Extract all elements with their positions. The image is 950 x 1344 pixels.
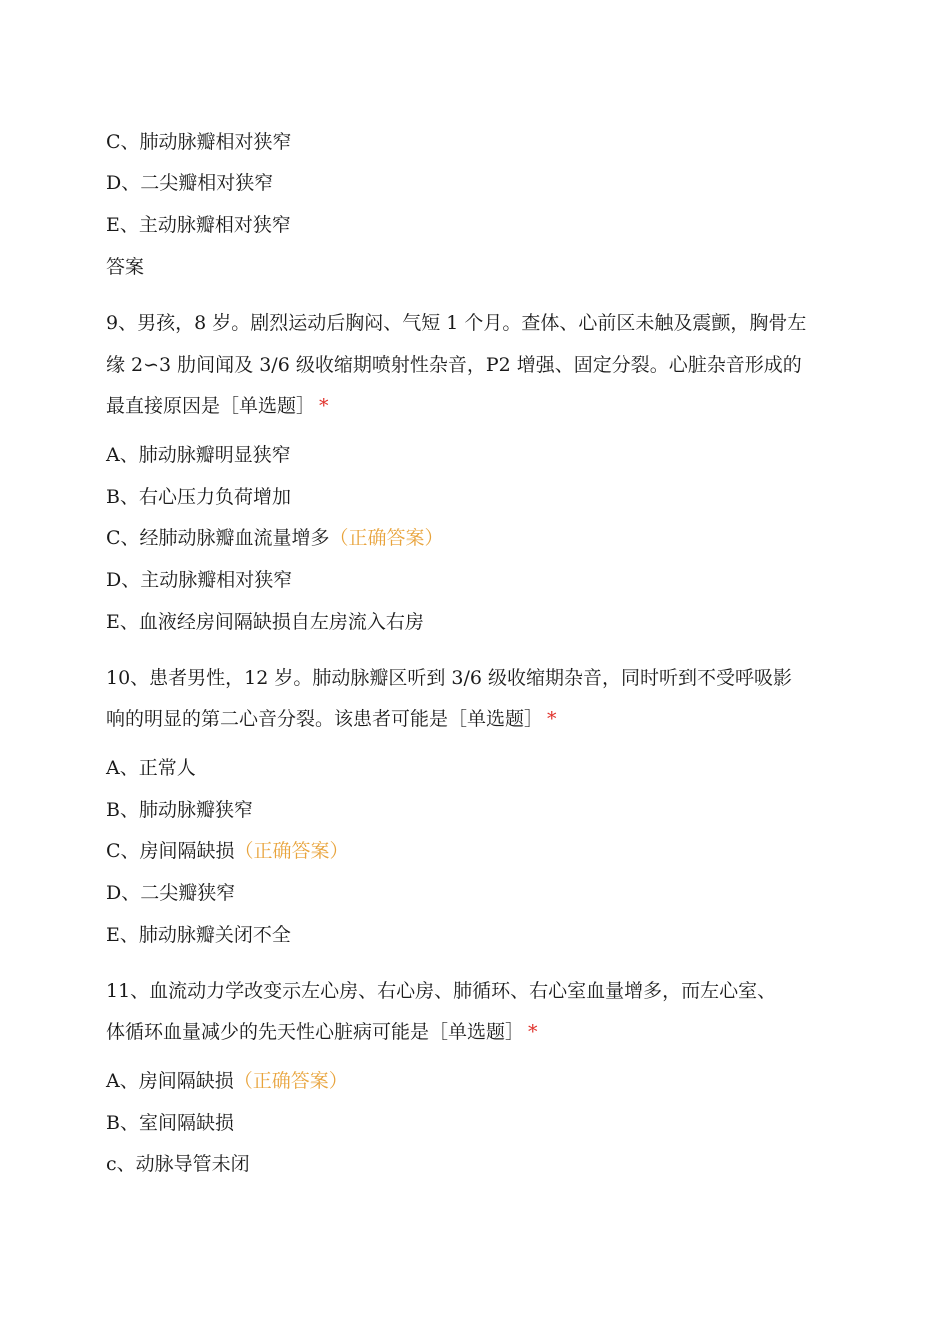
question-9-option-e: E、血液经房间隔缺损自左房流入右房	[106, 611, 424, 633]
question-10-option-d: D、二尖瓣狭窄	[106, 882, 236, 904]
question-11-option-a-text: A、房间隔缺损	[106, 1070, 234, 1092]
question-9-option-d: D、主动脉瓣相对狭窄	[106, 569, 293, 591]
question-9-option-b: B、右心压力负荷增加	[106, 486, 291, 508]
option-e-prev: E、主动脉瓣相对狭窄	[106, 214, 291, 236]
question-10-option-c-text: C、房间隔缺损	[106, 840, 235, 862]
option-c-prev: C、肺动脉瓣相对狭窄	[106, 131, 292, 153]
question-10-line-1: 10、患者男性，12 岁。肺动脉瓣区听到 3/6 级收缩期杂音，同时听到不受呼吸影	[106, 667, 793, 689]
question-11-option-b: B、室间隔缺损	[106, 1112, 234, 1134]
answer-label: 答案	[106, 256, 145, 278]
question-11-line-2-text: 体循环血量减少的先天性心脏病可能是［单选题］	[106, 1021, 525, 1043]
option-d-prev: D、二尖瓣相对狭窄	[106, 172, 274, 194]
question-9-line-1: 9、男孩，8 岁。剧烈运动后胸闷、气短 1 个月。查体、心前区未触及震颤，胸骨左	[106, 312, 807, 334]
required-star: *	[547, 708, 557, 730]
question-9-option-c	[106, 526, 444, 550]
question-10-line-2	[106, 707, 557, 731]
question-9-option-a: A、肺动脉瓣明显狭窄	[106, 444, 291, 466]
correct-answer-mark: （正确答案）	[233, 1070, 348, 1092]
required-star: *	[319, 395, 329, 417]
question-10-line-2-text: 响的明显的第二心音分裂。该患者可能是［单选题］	[106, 708, 544, 730]
question-9-option-c-text: C、经肺动脉瓣血流量增多	[106, 527, 330, 549]
question-10-option-c	[106, 839, 349, 863]
question-9-line-3	[106, 394, 329, 418]
question-10-option-a: A、正常人	[106, 757, 196, 779]
question-10-option-b: B、肺动脉瓣狭窄	[106, 799, 253, 821]
correct-answer-mark: （正确答案）	[329, 527, 444, 549]
question-11-line-2	[106, 1020, 538, 1044]
question-11-line-1: 11、血流动力学改变示左心房、右心房、肺循环、右心室血量增多，而左心室、	[106, 980, 777, 1002]
required-star: *	[528, 1021, 538, 1043]
correct-answer-mark: （正确答案）	[234, 840, 349, 862]
question-9-line-2: 缘 2∽3 肋间闻及 3/6 级收缩期喷射性杂音，P2 增强、固定分裂。心脏杂音形成的	[106, 354, 802, 376]
question-9-line-3-text: 最直接原因是［单选题］	[106, 395, 316, 417]
question-11-option-c: c、动脉导管未闭	[106, 1153, 250, 1175]
question-11-option-a	[106, 1069, 348, 1093]
question-10-option-e: E、肺动脉瓣关闭不全	[106, 924, 291, 946]
